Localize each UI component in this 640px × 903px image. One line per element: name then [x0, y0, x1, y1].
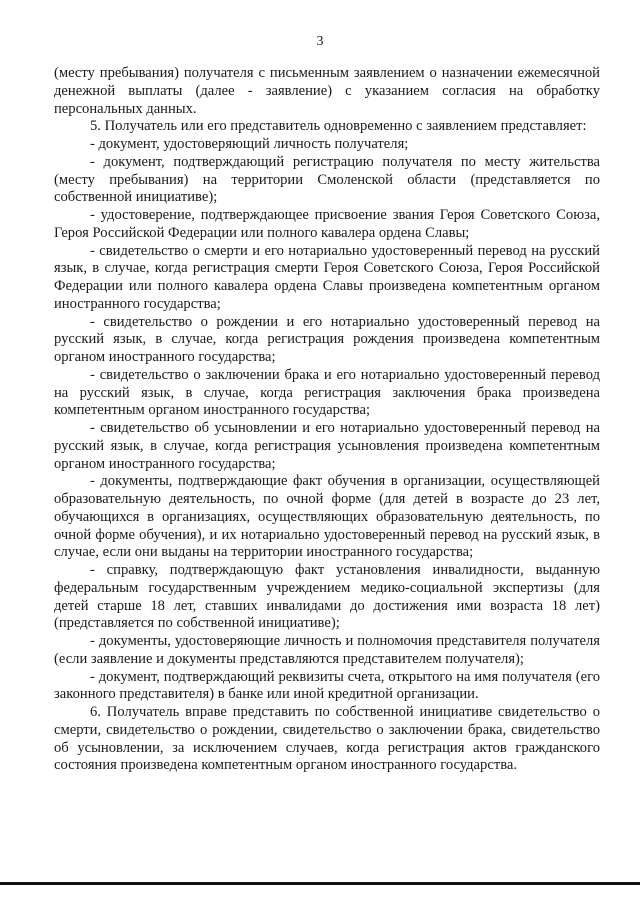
list-item-hero-certificate: - удостоверение, подтверждающее присвоение звания Героя Советского Союза, Героя Российской Федерации или полного кавалера ордена Славы;	[54, 207, 600, 241]
list-item-education-documents: - документы, подтверждающие факт обучения в организации, осуществляющей образовательную деятельность, по очной форме (для детей в возрасте до 23 лет, обучающихся в организациях, осуществляющих образовательную деятельность, по очной форме обучения), и их нотариально удостоверенный перевод на русский язык, в случае, если они выданы на территории иностранного государства;	[54, 473, 600, 561]
bottom-divider	[0, 882, 640, 885]
list-item-marriage-certificate: - свидетельство о заключении брака и его нотариально удостоверенный перевод на русский язык, в случае, когда регистрация заключения брака произведена компетентным органом иностранного государства;	[54, 366, 600, 419]
page-number: 3	[316, 34, 324, 49]
document-body	[54, 65, 600, 775]
list-item-birth-certificate: - свидетельство о рождении и его нотариально удостоверенный перевод на русский язык, в случае, когда регистрация рождения произведена компетентным органом иностранного государства;	[54, 313, 600, 365]
list-item-representative-documents: - документы, удостоверяющие личность и полномочия представителя получателя (если заявление и документы представляются представителем получателя);	[54, 633, 600, 667]
list-item-bank-account-document: - документ, подтверждающий реквизиты счета, открытого на имя получателя (его законного представителя) в банке или иной кредитной организации.	[54, 668, 600, 703]
list-item-registration-document: - документ, подтверждающий регистрацию получателя по месту жительства (месту пребывания) на территории Смоленской области (представляется по собственной инициативе);	[54, 153, 600, 206]
list-item-death-certificate: - свидетельство о смерти и его нотариально удостоверенный перевод на русский язык, в случае, когда регистрация смерти Героя Советского Союза, Героя Российской Федерации или полного кавалера ордена Славы произведена компетентным органом иностранного государства;	[54, 242, 600, 312]
list-item-identity-document: - документ, удостоверяющий личность получателя;	[90, 136, 409, 152]
list-item-disability-certificate: - справку, подтверждающую факт установления инвалидности, выданную федеральным государственным учреждением медико-социальной экспертизы (для детей старше 18 лет, ставших инвалидами до достижения ими возраста 18 лет) (представляется по собственной инициативе);	[54, 562, 600, 632]
paragraph-item-6: 6. Получатель вправе представить по собственной инициативе свидетельство о смерти, свидетельство о рождении, свидетельство о заключении брака, свидетельство об усыновлении, за исключением случаев, когда регистрация актов гражданского состояния произведена компетентным органом иностранного государства.	[54, 704, 600, 774]
paragraph-item-5: 5. Получатель или его представитель одновременно с заявлением представляет:	[90, 118, 587, 135]
paragraph-continuation: (месту пребывания) получателя с письменным заявлением о назначении ежемесячной денежной выплаты (далее - заявление) с указанием согласия на обработку персональных данных.	[54, 65, 600, 117]
list-item-adoption-certificate: - свидетельство об усыновлении и его нотариально удостоверенный перевод на русский язык, в случае, когда регистрация усыновления произведена компетентным органом иностранного государства;	[54, 420, 600, 472]
